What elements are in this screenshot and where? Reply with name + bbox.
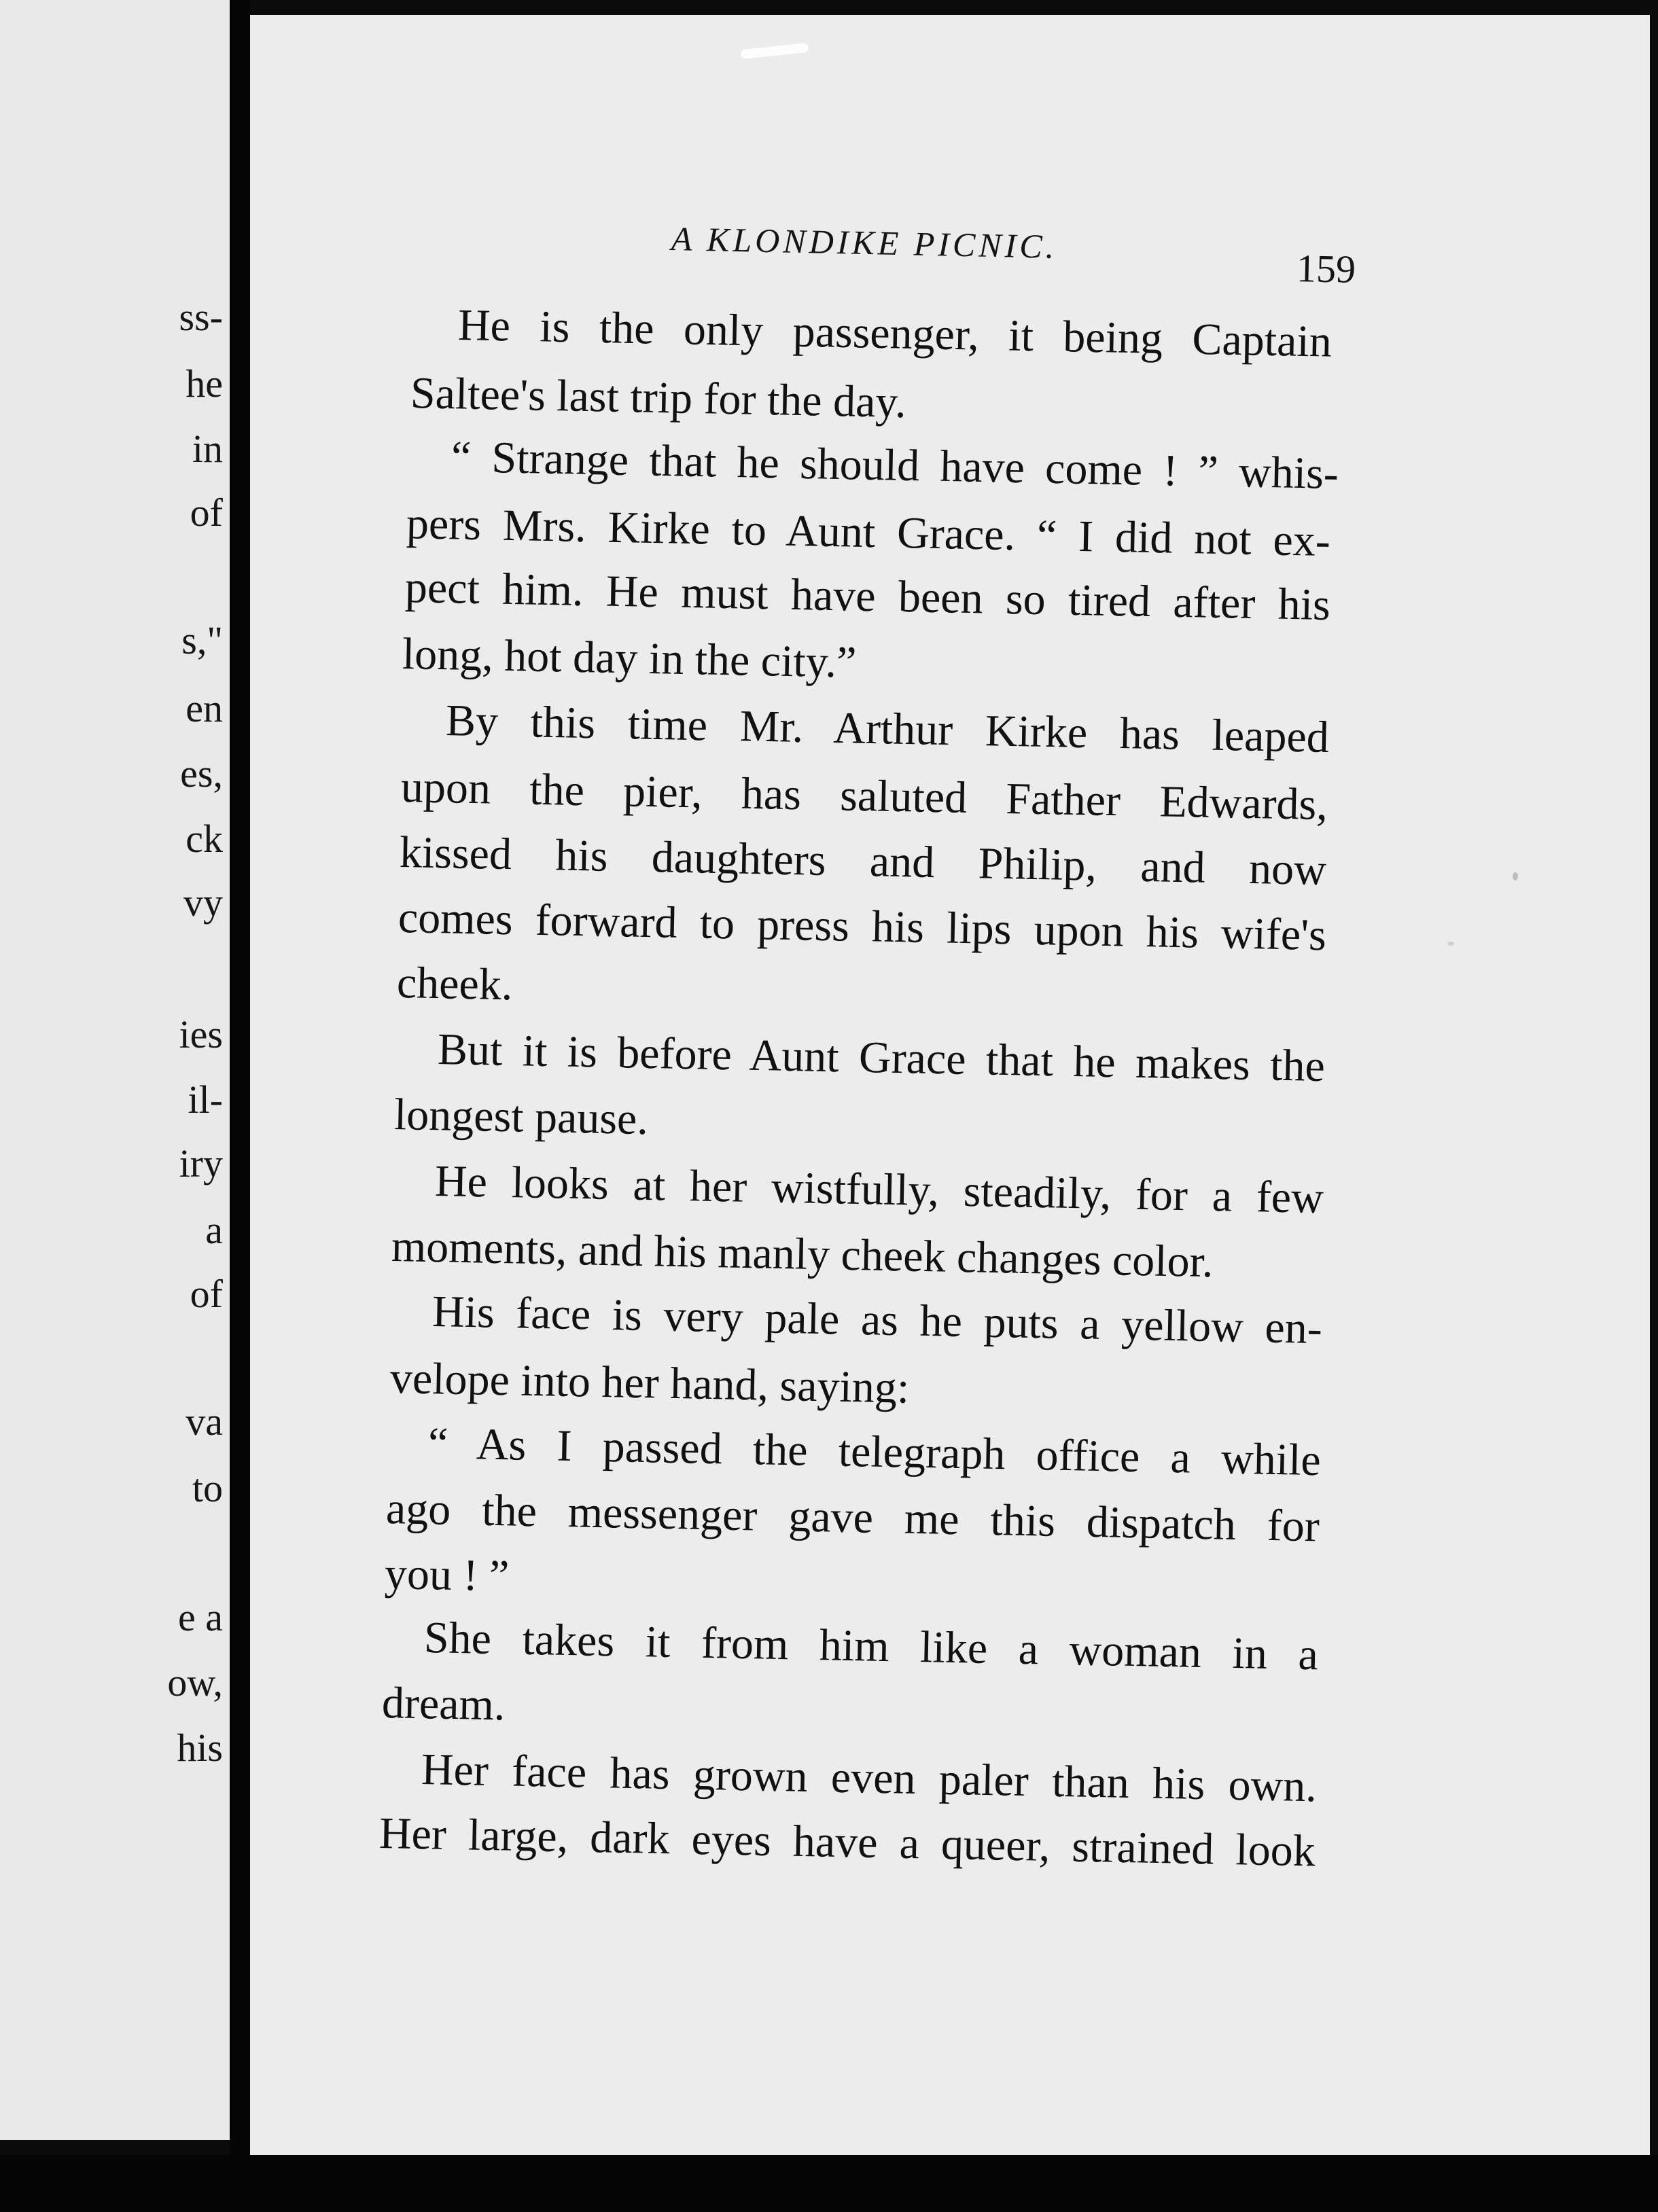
text-line: pers Mrs. Kirke to Aunt Grace. “ I did not ex- bbox=[406, 499, 1331, 567]
book-gutter bbox=[230, 0, 250, 2160]
text-line: moments, and his manly cheek changes color. bbox=[391, 1221, 1214, 1287]
text-line: Her large, dark eyes have a queer, strained look bbox=[378, 1808, 1316, 1876]
left-fragment: e a bbox=[178, 1595, 223, 1639]
left-fragment: il- bbox=[188, 1077, 223, 1122]
left-fragment: in bbox=[192, 427, 223, 471]
left-fragment: vy bbox=[183, 880, 223, 925]
left-fragment: he bbox=[186, 361, 223, 406]
text-line: “ Strange that he should have come ! ” whis- bbox=[451, 432, 1339, 499]
text-line: upon the pier, has saluted Father Edwards, bbox=[400, 762, 1328, 830]
text-line: long, hot day in the city.” bbox=[402, 629, 858, 688]
running-head: A KLONDIKE PICNIC. bbox=[671, 219, 1058, 266]
left-fragment: of bbox=[190, 1272, 223, 1316]
text-line: longest pause. bbox=[393, 1090, 649, 1145]
right-page bbox=[250, 15, 1650, 2155]
left-fragment: s," bbox=[181, 618, 223, 662]
left-fragment: es, bbox=[180, 751, 223, 796]
text-line: velope into her hand, saying: bbox=[389, 1353, 910, 1413]
text-line: kissed his daughters and Philip, and now bbox=[399, 827, 1327, 895]
text-line: you ! ” bbox=[384, 1549, 510, 1601]
left-fragment: ies bbox=[179, 1012, 223, 1056]
left-fragment: iry bbox=[179, 1141, 223, 1185]
text-line: He is the only passenger, it being Captain bbox=[457, 300, 1333, 367]
left-fragment: ow, bbox=[167, 1660, 223, 1705]
text-line: comes forward to press his lips upon his wife's bbox=[398, 893, 1327, 961]
scan-bottom-border bbox=[0, 2155, 1658, 2212]
left-fragment: va bbox=[186, 1399, 223, 1444]
left-fragment: to bbox=[192, 1466, 223, 1510]
text-line: ago the messenger gave me this dispatch for bbox=[385, 1484, 1320, 1552]
text-line: His face is very pale as he puts a yellow en- bbox=[431, 1287, 1323, 1354]
left-fragment: ck bbox=[186, 817, 223, 861]
text-line: He looks at her wistfully, steadily, for a few bbox=[434, 1156, 1324, 1224]
text-line: By this time Mr. Arthur Kirke has leaped bbox=[445, 696, 1330, 762]
text-line: “ As I passed the telegraph office a while bbox=[427, 1419, 1322, 1486]
left-fragment: his bbox=[177, 1726, 223, 1770]
text-line: pect him. He must have been so tired after his bbox=[404, 563, 1331, 630]
text-line: cheek. bbox=[396, 958, 514, 1010]
left-fragment: ss- bbox=[179, 295, 223, 339]
left-fragment: a bbox=[205, 1208, 223, 1252]
text-line: She takes it from him like a woman in a bbox=[423, 1613, 1319, 1680]
left-fragment: en bbox=[186, 686, 223, 730]
text-line: But it is before Aunt Grace that he makes the bbox=[437, 1024, 1326, 1092]
left-fragment: of bbox=[190, 490, 223, 535]
body-text bbox=[250, 15, 1650, 2155]
text-line: Saltee's last trip for the day. bbox=[410, 368, 907, 428]
page-number: 159 bbox=[1296, 246, 1356, 291]
left-page-fragment bbox=[0, 0, 230, 2140]
text-line: Her face has grown even paler than his own. bbox=[421, 1745, 1318, 1812]
text-line: dream. bbox=[381, 1678, 506, 1730]
